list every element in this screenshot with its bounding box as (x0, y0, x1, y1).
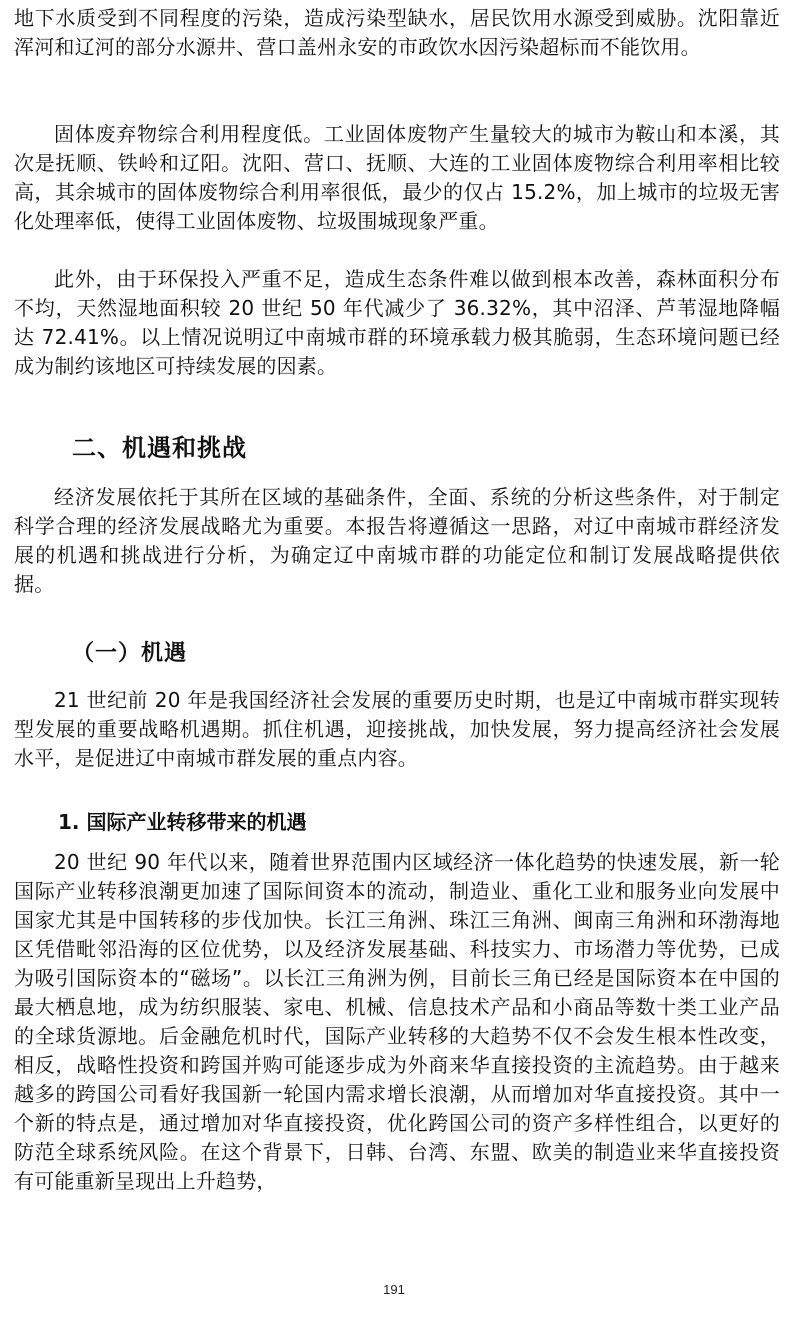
item-heading-international-industry-transfer: 1. 国际产业转移带来的机遇 (58, 810, 307, 834)
paragraph-environment-investment: 此外，由于环保投入严重不足，造成生态条件难以做到根本改善，森林面积分布不均，天然湿地面积较 20 世纪 50 年代减少了 36.32%，其中沼泽、芦苇湿地降幅达 72.41%。以上情况说明辽中南城市群的环境承载力极其脆弱，生态环境问题已经成为制约该地区可持续发展的因素。 (14, 267, 780, 378)
paragraph-solid-waste: 固体废弃物综合利用程度低。工业固体废物产生量较大的城市为鞍山和本溪，其次是抚顺、铁岭和辽阳。沈阳、营口、抚顺、大连的工业固体废物综合利用率相比较高，其余城市的固体废物综合利用率很低，最少的仅占 15.2%，加上城市的垃圾无害化处理率低，使得工业固体废物、垃圾围城现象严重。 (14, 122, 780, 233)
subsection-heading-opportunities: （一）机遇 (72, 641, 188, 666)
page-number: 191 (383, 1282, 405, 1297)
paragraph-economic-development-basis: 经济发展依托于其所在区域的基础条件，全面、系统的分析这些条件，对于制定科学合理的经济发展战略尤为重要。本报告将遵循这一思路，对辽中南城市群经济发展的机遇和挑战进行分析，为确定辽中南城市群的功能定位和制订发展战略提供依据。 (14, 485, 780, 596)
paragraph-strategic-period: 21 世纪前 20 年是我国经济社会发展的重要历史时期，也是辽中南城市群实现转型发展的重要战略机遇期。抓住机遇，迎接挑战，加快发展，努力提高经济社会发展水平，是促进辽中南城市群发展的重点内容。 (14, 688, 780, 770)
section-heading-opportunities-challenges: 二、机遇和挑战 (72, 434, 247, 462)
paragraph-groundwater-pollution: 地下水质受到不同程度的污染，造成污染型缺水，居民饮用水源受到威胁。沈阳靠近浑河和辽河的部分水源井、营口盖州永安的市政饮水因污染超标而不能饮用。 (14, 6, 780, 59)
paragraph-industry-transfer: 20 世纪 90 年代以来，随着世界范围内区域经济一体化趋势的快速发展，新一轮国际产业转移浪潮更加速了国际间资本的流动，制造业、重化工业和服务业向发展中国家尤其是中国转移的步伐加快。长江三角洲、珠江三角洲、闽南三角洲和环渤海地区凭借毗邻沿海的区位优势，以及经济发展基础、科技实力、市场潜力等优势，已成为吸引国际资本的“磁场”。以长江三角洲为例，目前长三角已经是国际资本在中国的最大栖息地，成为纺织服装、家电、机械、信息技术产品和小商品等数十类工业产品的全球货源地。后金融危机时代，国际产业转移的大趋势不仅不会发生根本性改变，相反，战略性投资和跨国并购可能逐步成为外商来华直接投资的主流趋势。由于越来越多的跨国公司看好我国新一轮国内需求增长浪潮，从而增加对华直接投资。其中一个新的特点是，通过增加对华直接投资，优化跨国公司的资产多样性组合，以更好的防范全球系统风险。在这个背景下，日韩、台湾、东盟、欧美的制造业来华直接投资有可能重新呈现出上升趋势， (14, 850, 780, 1193)
